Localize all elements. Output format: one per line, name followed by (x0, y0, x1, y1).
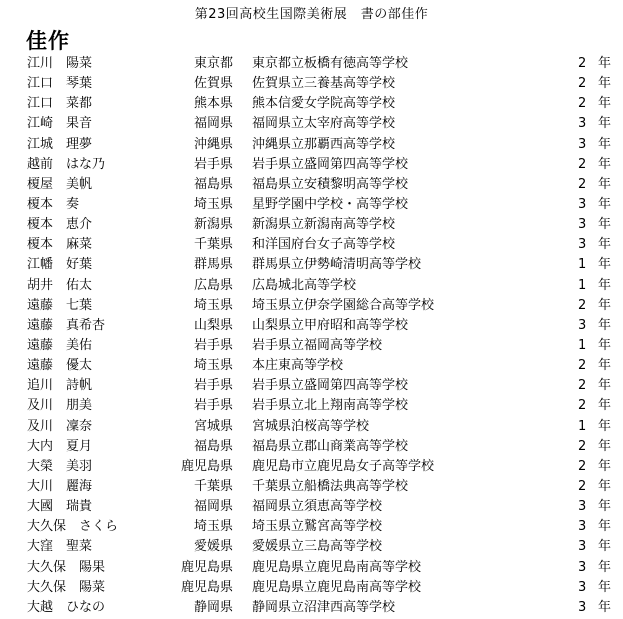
student-name: 大内 夏月 (27, 438, 93, 454)
list-item (0, 598, 623, 618)
list-item (0, 114, 623, 134)
prefecture: 福岡県 (193, 499, 233, 515)
school-name: 宮城県泊桜高等学校 (252, 418, 370, 434)
grade-unit: 年 (598, 277, 612, 293)
school-name: 星野学園中学校・高等学校 (252, 196, 409, 212)
student-name: 及川 凜奈 (27, 418, 93, 434)
list-item (0, 54, 623, 74)
school-name: 埼玉県立鷲宮高等学校 (252, 519, 383, 535)
grade-number: 3 (578, 217, 587, 233)
grade-unit: 年 (598, 217, 612, 233)
student-name: 江口 琴葉 (27, 76, 93, 92)
grade-unit: 年 (598, 317, 612, 333)
prefecture: 鹿児島県 (180, 559, 233, 575)
list-item (0, 336, 623, 356)
school-name: 岩手県立盛岡第四高等学校 (252, 378, 409, 394)
grade-number: 2 (578, 378, 587, 394)
school-name: 鹿児島市立鹿児島女子高等学校 (252, 458, 435, 474)
grade-unit: 年 (598, 96, 612, 112)
student-name: 江幡 好葉 (27, 257, 93, 273)
grade-unit: 年 (598, 176, 612, 192)
list-item (0, 437, 623, 457)
list-item (0, 255, 623, 275)
grade-unit: 年 (598, 358, 612, 374)
grade-number: 3 (578, 579, 587, 595)
grade-unit: 年 (598, 398, 612, 414)
grade-unit: 年 (598, 478, 612, 494)
student-name: 大越 ひなの (27, 599, 106, 615)
grade-unit: 年 (598, 458, 612, 474)
school-name: 広島城北高等学校 (252, 277, 357, 293)
grade-unit: 年 (598, 418, 612, 434)
list-item (0, 296, 623, 316)
school-name: 静岡県立沼津西高等学校 (252, 599, 396, 615)
prefecture: 福島県 (193, 176, 233, 192)
student-name: 大久保 陽菜 (27, 579, 106, 595)
student-name: 及川 朋美 (27, 398, 93, 414)
grade-unit: 年 (598, 378, 612, 394)
prefecture: 福島県 (193, 438, 233, 454)
list-item (0, 135, 623, 155)
list-item (0, 517, 623, 537)
grade-number: 3 (578, 499, 587, 515)
student-name: 大久保 さくら (27, 519, 119, 535)
grade-number: 3 (578, 317, 587, 333)
grade-number: 2 (578, 478, 587, 494)
grade-unit: 年 (598, 559, 612, 575)
school-name: 福岡県立太宰府高等学校 (252, 116, 396, 132)
school-name: 佐賀県立三養基高等学校 (252, 76, 396, 92)
grade-unit: 年 (598, 579, 612, 595)
grade-unit: 年 (598, 499, 612, 515)
student-name: 江口 菜都 (27, 96, 93, 112)
list-item (0, 74, 623, 94)
prefecture: 千葉県 (193, 478, 233, 494)
student-name: 大窪 聖菜 (27, 539, 93, 555)
list-item (0, 376, 623, 396)
list-item (0, 276, 623, 296)
page-header: 第23回高校生国際美術展 書の部佳作 (194, 7, 429, 22)
student-name: 遠藤 七葉 (27, 297, 93, 313)
school-name: 福島県立安積黎明高等学校 (252, 176, 409, 192)
grade-unit: 年 (598, 76, 612, 92)
prefecture: 沖縄県 (193, 136, 233, 152)
prefecture: 広島県 (193, 277, 233, 293)
grade-number: 2 (578, 176, 587, 192)
prefecture: 埼玉県 (193, 196, 233, 212)
list-item (0, 477, 623, 497)
school-name: 鹿児島県立鹿児島南高等学校 (252, 559, 422, 575)
student-name: 江城 理夢 (27, 136, 93, 152)
prefecture: 岩手県 (193, 378, 233, 394)
grade-unit: 年 (598, 56, 612, 71)
school-name: 岩手県立北上翔南高等学校 (252, 398, 409, 414)
student-name: 榎本 奏 (27, 196, 80, 212)
prefecture: 埼玉県 (193, 297, 233, 313)
grade-number: 1 (578, 257, 587, 273)
school-name: 岩手県立盛岡第四高等学校 (252, 156, 409, 172)
school-name: 和洋国府台女子高等学校 (252, 237, 396, 253)
prefecture: 岩手県 (193, 398, 233, 414)
list-item (0, 175, 623, 195)
prefecture: 鹿児島県 (180, 579, 233, 595)
prefecture: 静岡県 (193, 599, 233, 615)
list-item (0, 155, 623, 175)
grade-number: 2 (578, 156, 587, 172)
prefecture: 佐賀県 (193, 76, 233, 92)
grade-number: 3 (578, 539, 587, 555)
student-name: 江川 陽菜 (27, 56, 93, 71)
grade-unit: 年 (598, 116, 612, 132)
grade-number: 2 (578, 458, 587, 474)
prefecture: 群馬県 (193, 257, 233, 273)
list-item (0, 396, 623, 416)
list-item (0, 94, 623, 114)
grade-unit: 年 (598, 297, 612, 313)
grade-unit: 年 (598, 519, 612, 535)
school-name: 福島県立郡山商業高等学校 (252, 438, 409, 454)
prefecture: 岩手県 (193, 337, 233, 353)
grade-unit: 年 (598, 539, 612, 555)
grade-number: 2 (578, 438, 587, 454)
student-name: 大久保 陽果 (27, 559, 106, 575)
grade-number: 1 (578, 277, 587, 293)
prefecture: 埼玉県 (193, 358, 233, 374)
prefecture: 千葉県 (193, 237, 233, 253)
school-name: 愛媛県立三島高等学校 (252, 539, 383, 555)
grade-unit: 年 (598, 337, 612, 353)
school-name: 東京都立板橋有徳高等学校 (252, 56, 409, 71)
grade-number: 1 (578, 337, 587, 353)
grade-number: 3 (578, 116, 587, 132)
prefecture: 熊本県 (193, 96, 233, 112)
list-item (0, 316, 623, 336)
prefecture: 新潟県 (193, 217, 233, 233)
student-name: 榎本 恵介 (27, 217, 93, 233)
grade-unit: 年 (598, 257, 612, 273)
list-item (0, 356, 623, 376)
school-name: 熊本信愛女学院高等学校 (252, 96, 396, 112)
grade-number: 2 (578, 398, 587, 414)
grade-unit: 年 (598, 196, 612, 212)
student-name: 遠藤 優太 (27, 358, 93, 374)
list-item (0, 457, 623, 477)
list-item (0, 235, 623, 255)
grade-number: 3 (578, 196, 587, 212)
grade-number: 2 (578, 358, 587, 374)
school-name: 群馬県立伊勢崎清明高等学校 (252, 257, 422, 273)
prefecture: 東京都 (193, 56, 233, 71)
grade-unit: 年 (598, 237, 612, 253)
list-item (0, 558, 623, 578)
student-name: 江崎 果音 (27, 116, 93, 132)
student-name: 大川 麗海 (27, 478, 93, 494)
prefecture: 鹿児島県 (180, 458, 233, 474)
grade-unit: 年 (598, 599, 612, 615)
school-name: 福岡県立須恵高等学校 (252, 499, 383, 515)
school-name: 山梨県立甲府昭和高等学校 (252, 317, 409, 333)
grade-unit: 年 (598, 156, 612, 172)
grade-number: 2 (578, 56, 587, 71)
student-name: 大榮 美羽 (27, 458, 93, 474)
grade-number: 1 (578, 418, 587, 434)
prefecture: 福岡県 (193, 116, 233, 132)
list-item (0, 417, 623, 437)
student-name: 遠藤 美佑 (27, 337, 93, 353)
grade-number: 2 (578, 76, 587, 92)
section-title: 佳作 (26, 29, 70, 53)
school-name: 鹿児島県立鹿児島南高等学校 (252, 579, 422, 595)
grade-number: 3 (578, 519, 587, 535)
student-name: 榎本 麻菜 (27, 237, 93, 253)
list-item (0, 537, 623, 557)
student-name: 大國 瑞貴 (27, 499, 93, 515)
school-name: 本庄東高等学校 (252, 358, 344, 374)
school-name: 埼玉県立伊奈学園総合高等学校 (252, 297, 435, 313)
grade-unit: 年 (598, 136, 612, 152)
prefecture: 宮城県 (193, 418, 233, 434)
grade-number: 3 (578, 136, 587, 152)
student-name: 胡井 佑太 (27, 277, 93, 293)
grade-number: 2 (578, 297, 587, 313)
list-item (0, 497, 623, 517)
school-name: 沖縄県立那覇西高等学校 (252, 136, 396, 152)
prefecture: 山梨県 (193, 317, 233, 333)
student-name: 遠藤 真希杏 (27, 317, 106, 333)
school-name: 千葉県立船橋法典高等学校 (252, 478, 409, 494)
list-item (0, 215, 623, 235)
prefecture: 埼玉県 (193, 519, 233, 535)
grade-number: 3 (578, 599, 587, 615)
list-item (0, 195, 623, 215)
list-item (0, 578, 623, 598)
school-name: 新潟県立新潟南高等学校 (252, 217, 396, 233)
student-name: 越前 はな乃 (27, 156, 106, 172)
grade-number: 3 (578, 559, 587, 575)
student-name: 榎屋 美帆 (27, 176, 93, 192)
grade-number: 3 (578, 237, 587, 253)
winner-list (0, 54, 623, 618)
prefecture: 愛媛県 (193, 539, 233, 555)
grade-unit: 年 (598, 438, 612, 454)
student-name: 追川 詩帆 (27, 378, 93, 394)
school-name: 岩手県立福岡高等学校 (252, 337, 383, 353)
prefecture: 岩手県 (193, 156, 233, 172)
grade-number: 2 (578, 96, 587, 112)
